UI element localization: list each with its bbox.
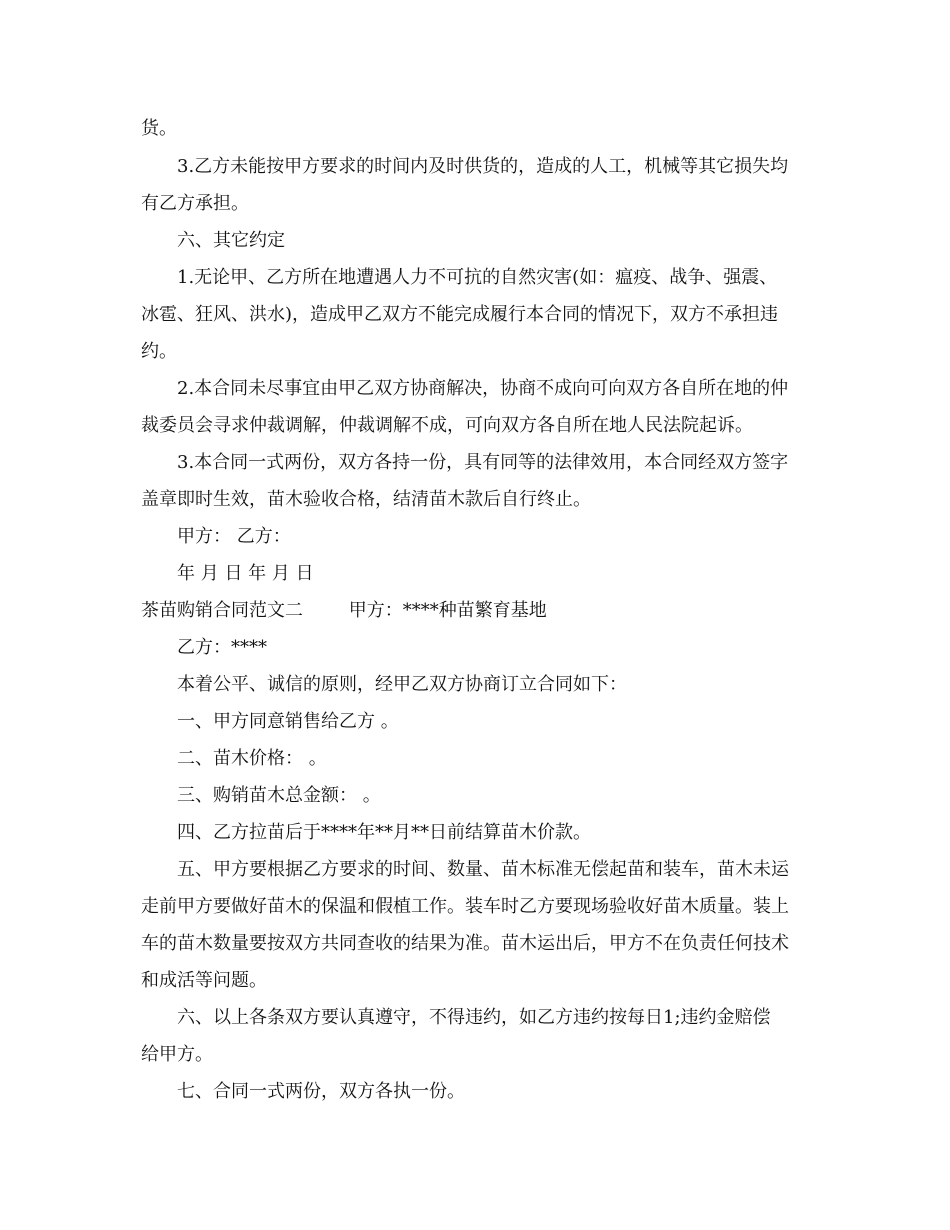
text-line-16: 本着公平、诚信的原则，经甲乙双方协商订立合同如下： <box>177 674 627 695</box>
second-contract-title: 茶苗购销合同范文二 甲方：****种苗繁育基地 <box>141 600 547 621</box>
clause-3: 三、购销苗木总金额： 。 <box>177 785 381 806</box>
clause-5-line-4: 和成活等问题。 <box>141 970 267 991</box>
text-line-8: 2.本合同未尽事宜由甲乙双方协商解决，协商不成向可向双方各自所在地的仲 <box>177 378 789 399</box>
text-line-3: 有乙方承担。 <box>141 193 249 214</box>
clause-5-line-1: 五、甲方要根据乙方要求的时间、数量、苗木标准无偿起苗和装车，苗木未运 <box>177 859 789 880</box>
clause-7: 七、合同一式两份，双方各执一份。 <box>177 1081 465 1102</box>
clause-6-line-1: 六、以上各条双方要认真遵守，不得违约，如乙方违约按每日1;违约金赔偿 <box>177 1007 771 1028</box>
clause-2: 二、苗木价格： 。 <box>177 748 327 769</box>
text-line-6: 冰雹、狂风、洪水)，造成甲乙双方不能完成履行本合同的情况下，双方不承担违 <box>141 304 779 325</box>
text-line-10: 3.本合同一式两份，双方各持一份，具有同等的法律效用，本合同经双方签字 <box>177 452 789 473</box>
clause-4: 四、乙方拉苗后于****年**月**日前结算苗木价款。 <box>177 822 591 843</box>
signature-dates: 年 月 日 年 月 日 <box>177 563 314 584</box>
section-heading-other-terms: 六、其它约定 <box>177 230 285 251</box>
text-line-1: 货。 <box>141 118 177 139</box>
text-line-11: 盖章即时生效，苗木验收合格，结清苗木款后自行终止。 <box>141 489 591 510</box>
text-line-2: 3.乙方未能按甲方要求的时间内及时供货的，造成的人工，机械等其它损失均 <box>177 156 789 177</box>
clause-5-line-2: 走前甲方要做好苗木的保温和假植工作。装车时乙方要现场验收好苗木质量。装上 <box>141 896 789 917</box>
signature-parties: 甲方： 乙方： <box>177 526 291 547</box>
party-b-line: 乙方：**** <box>177 637 267 658</box>
text-line-7: 约。 <box>141 341 177 362</box>
clause-5-line-3: 车的苗木数量要按双方共同查收的结果为准。苗木运出后，甲方不在负责任何技术 <box>141 933 789 954</box>
text-line-9: 裁委员会寻求仲裁调解，仲裁调解不成，可向双方各自所在地人民法院起诉。 <box>141 415 753 436</box>
text-line-5: 1.无论甲、乙方所在地遭遇人力不可抗的自然灾害(如：瘟疫、战争、强震、 <box>177 267 778 288</box>
clause-1: 一、甲方同意销售给乙方 。 <box>177 711 399 732</box>
clause-6-line-2: 给甲方。 <box>141 1044 213 1065</box>
